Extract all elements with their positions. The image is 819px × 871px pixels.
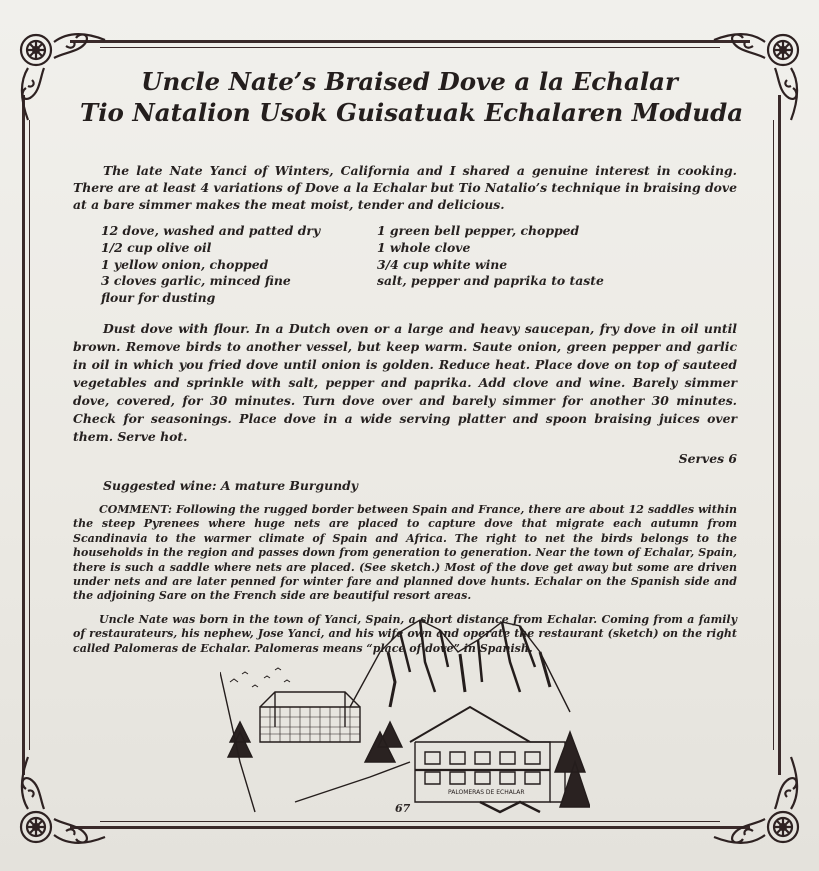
ingredients-list [73, 223, 737, 307]
ingredient-item: 3/4 cup white wine [377, 256, 508, 272]
left-border-inner-line [29, 120, 30, 750]
bottom-border-inner-line [100, 821, 720, 822]
method-paragraph: Dust dove with flour. In a Dutch oven or a large and heavy saucepan, fry dove in oil until brown. Remove birds to another vessel, but keep warm. Saute onion, green pepper and garlic in oil in which you fried dove until onion is golden. Reduce heat. Place dove on top of sauteed vegetables and sprinkle with salt, pepper and paprika. Add clove and wine. Barely simmer dove, covered, for 30 minutes. Turn dove over and barely simmer for another 30 minutes. Check for seasonings. Place dove in a wide serving platter and spoon braising juices over them. Serve hot. [73, 320, 737, 444]
ingredient-item: salt, pepper and paprika to taste [377, 273, 604, 289]
ingredient-item: flour for dusting [101, 290, 216, 306]
corner-ornament-bottom-right-icon [699, 745, 809, 855]
restaurant-sketch-illustration [220, 612, 590, 817]
ingredient-item: 3 cloves garlic, minced fine [101, 273, 291, 289]
recipe-title [80, 66, 744, 128]
ingredients-column-left [101, 223, 377, 307]
ingredient-item: 1/2 cup olive oil [101, 239, 212, 255]
top-border-line [70, 40, 750, 43]
top-border-inner-line [100, 47, 720, 48]
recipe-title-basque: Tio Natalion Usok Guisatuak Echalaren Moduda [80, 98, 744, 127]
recipe-body [73, 162, 737, 656]
page-number: 67 [395, 802, 411, 815]
ingredient-item: 12 dove, washed and patted dry [101, 223, 321, 238]
right-border-line [778, 95, 781, 775]
ingredients-column-right [377, 223, 707, 307]
comment-paragraph: COMMENT: Following the rugged border between Spain and France, there are about 12 saddles within the steep Pyrenees where huge nets are placed to capture dove that migrate each autumn from Scandinavia to the warmer climate of Spain and Africa. The right to net the birds belongs to the households in the region and passes down from generation to generation. Near the town of Echalar, Spain, there is such a saddle where nets are placed. (See sketch.) Most of the dove get away but some are driven under nets and are later penned for winter fare and planned dove hunts. Echalar on the Spanish side and the adjoining Sare on the French side are beautiful resort areas. [73, 502, 737, 603]
sketch-restaurant-sign: PALOMERAS DE ECHALAR [448, 789, 525, 796]
intro-paragraph: The late Nate Yanci of Winters, California and I shared a genuine interest in cooking. There are at least 4 variations of Dove a la Echalar but Tio Natalio’s technique in braising dove at a bare simmer makes the meat moist, tender and delicious. [73, 163, 737, 212]
corner-ornament-bottom-left-icon [10, 745, 120, 855]
serves-note: Serves 6 [678, 450, 737, 466]
recipe-title-english: Uncle Nate’s Braised Dove a la Echalar [141, 67, 678, 96]
ingredient-item: 1 whole clove [377, 239, 471, 255]
ingredient-item: 1 yellow onion, chopped [101, 256, 269, 272]
bottom-border-line [70, 826, 750, 829]
ingredient-item: 1 green bell pepper, chopped [377, 223, 580, 238]
right-border-inner-line [773, 120, 774, 750]
bio-paragraph: Uncle Nate was born in the town of Yanci, Spain, a short distance from Echalar. Coming from a family of restaurateurs, his nephew, Jose Yanci, and his wife own and operate the restaurant (sketch) on the right called Palomeras de Echalar. Palomeras means “place of dove” in Spanish. [73, 612, 737, 655]
wine-suggestion: Suggested wine: A mature Burgundy [103, 477, 358, 493]
left-border-line [22, 95, 25, 775]
